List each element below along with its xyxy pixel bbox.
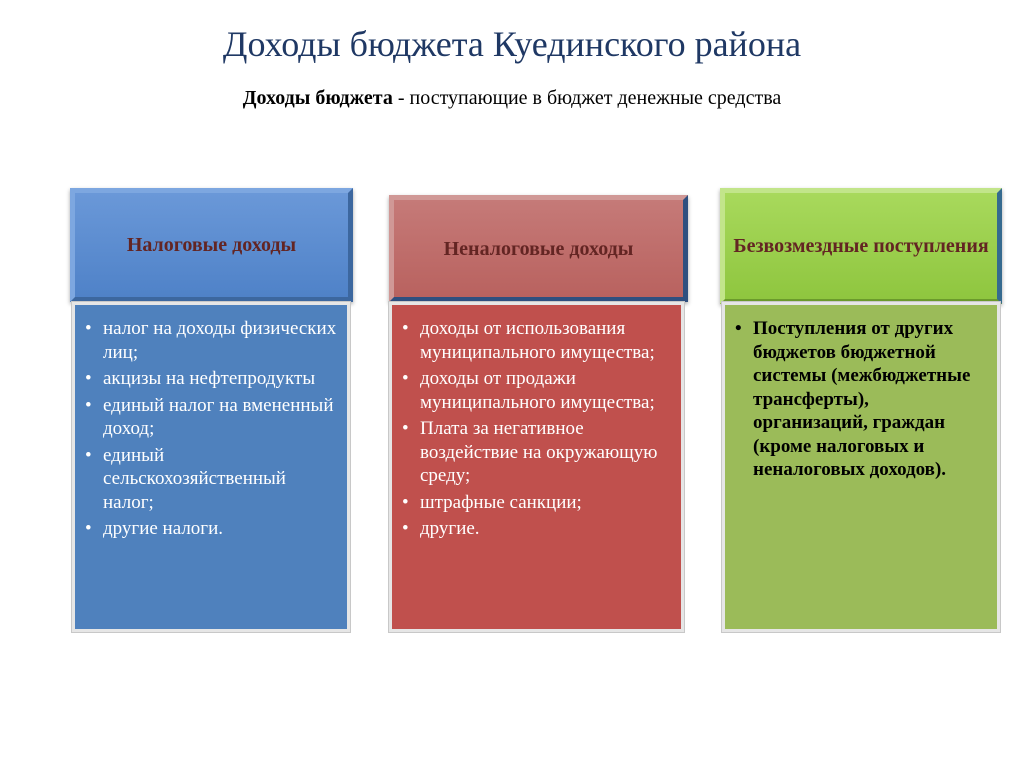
slide-title: Доходы бюджета Куединского района — [222, 24, 802, 64]
subtitle-term: Доходы бюджета — [242, 87, 393, 109]
list-item: • другие налоги. — [85, 517, 337, 541]
gratuitous-receipts-list — [722, 302, 1000, 632]
list-item: • единый налог на вмененный доход; — [85, 394, 337, 441]
list-item: • штрафные санкции; — [402, 491, 671, 515]
list-item: • единый сельскохозяйственный налог; — [85, 444, 337, 515]
list-item: • Поступления от других бюджетов бюджетной системы (межбюджетные трансферты), организаций, граждан (кроме налоговых и неналоговых доходов). — [735, 317, 987, 482]
list-item: • доходы от продажи муниципального имущества; — [402, 367, 671, 414]
non-tax-revenue-list — [389, 302, 684, 632]
list-item: • акцизы на нефтепродукты — [85, 367, 337, 391]
list-item: • доходы от использования муниципального имущества; — [402, 317, 671, 364]
list-item: • налог на доходы физических лиц; — [85, 317, 337, 364]
subtitle-definition: - поступающие в бюджет денежные средства — [392, 87, 782, 109]
non-tax-revenue-header: Неналоговые доходы — [389, 195, 688, 302]
slide-subtitle — [0, 84, 1024, 112]
gratuitous-receipts-header: Безвозмездные поступления — [720, 188, 1002, 304]
tax-revenue-list — [72, 302, 350, 632]
list-item: • Плата за негативное воздействие на окружающую среду; — [402, 417, 671, 488]
list-item: • другие. — [402, 517, 671, 541]
tax-revenue-header: Налоговые доходы — [70, 188, 353, 302]
